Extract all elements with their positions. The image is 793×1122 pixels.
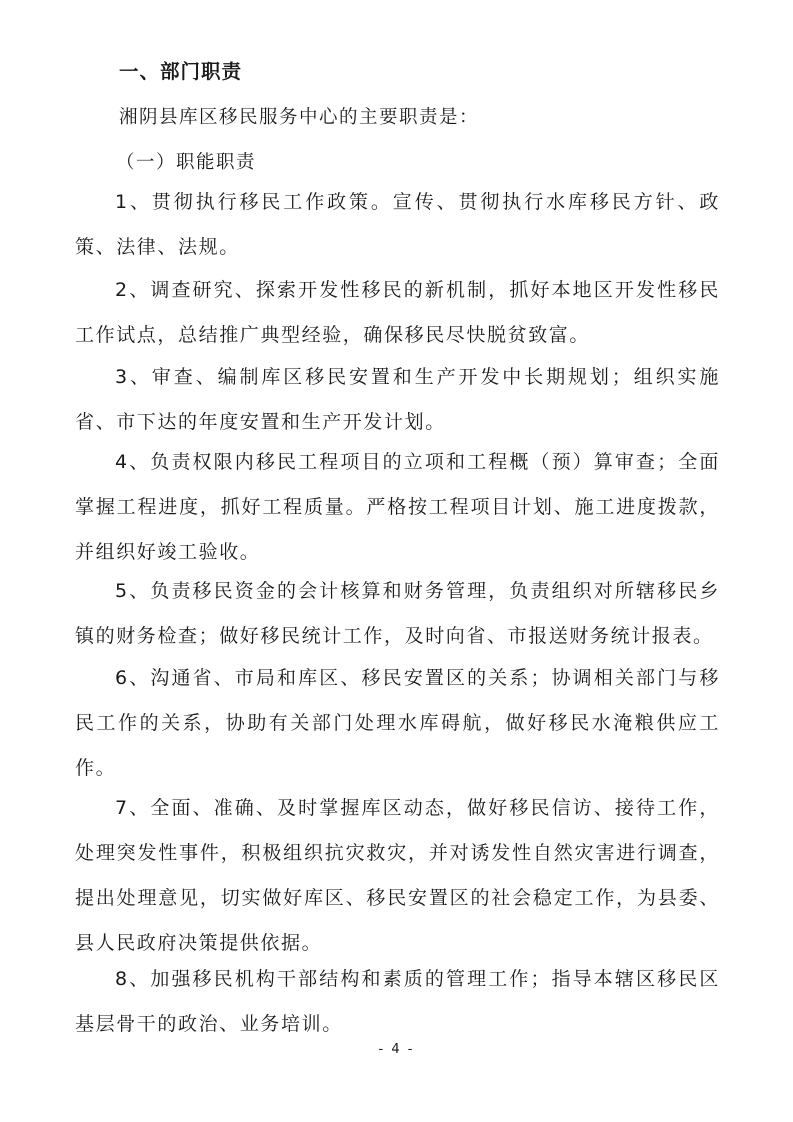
- duty-paragraph-5: 5、负责移民资金的会计核算和财务管理，负责组织对所辖移民乡镇的财务检查；做好移民统计工作，及时向省、市报送财务统计报表。: [75, 580, 720, 647]
- page-number: - 4 -: [378, 1042, 415, 1057]
- duty-paragraph-8: 8、加强移民机构干部结构和素质的管理工作；指导本辖区移民区基层骨干的政治、业务培训。: [75, 968, 720, 1035]
- duty-paragraph-2: 2、调查研究、探索开发性移民的新机制，抓好本地区开发性移民工作试点，总结推广典型经验，确保移民尽快脱贫致富。: [75, 279, 720, 346]
- duty-paragraph-6: 6、沟通省、市局和库区、移民安置区的关系；协调相关部门与移民工作的关系，协助有关部门处理水库碍航，做好移民水淹粮供应工作。: [75, 667, 720, 779]
- subsection-heading: （一）职能职责: [116, 152, 257, 173]
- duty-paragraph-4: 4、负责权限内移民工程项目的立项和工程概（预）算审查；全面掌握工程进度，抓好工程质量。严格按工程项目计划、施工进度拨款，并组织好竣工验收。: [75, 451, 720, 563]
- intro-line: 湘阴县库区移民服务中心的主要职责是：: [119, 107, 480, 128]
- section-heading: 一、部门职责: [119, 60, 243, 83]
- duty-paragraph-3: 3、审查、编制库区移民安置和生产开发中长期规划；组织实施省、市下达的年度安置和生产开发计划。: [75, 366, 720, 433]
- duty-paragraph-7: 7、全面、准确、及时掌握库区动态，做好移民信访、接待工作，处理突发性事件，积极组织抗灾救灾，并对诱发性自然灾害进行调查，提出处理意见，切实做好库区、移民安置区的社会稳定工作，为县委、县人民政府决策提供依据。: [75, 797, 720, 954]
- duty-paragraph-1: 1、贯彻执行移民工作政策。宣传、贯彻执行水库移民方针、政策、法律、法规。: [75, 191, 720, 258]
